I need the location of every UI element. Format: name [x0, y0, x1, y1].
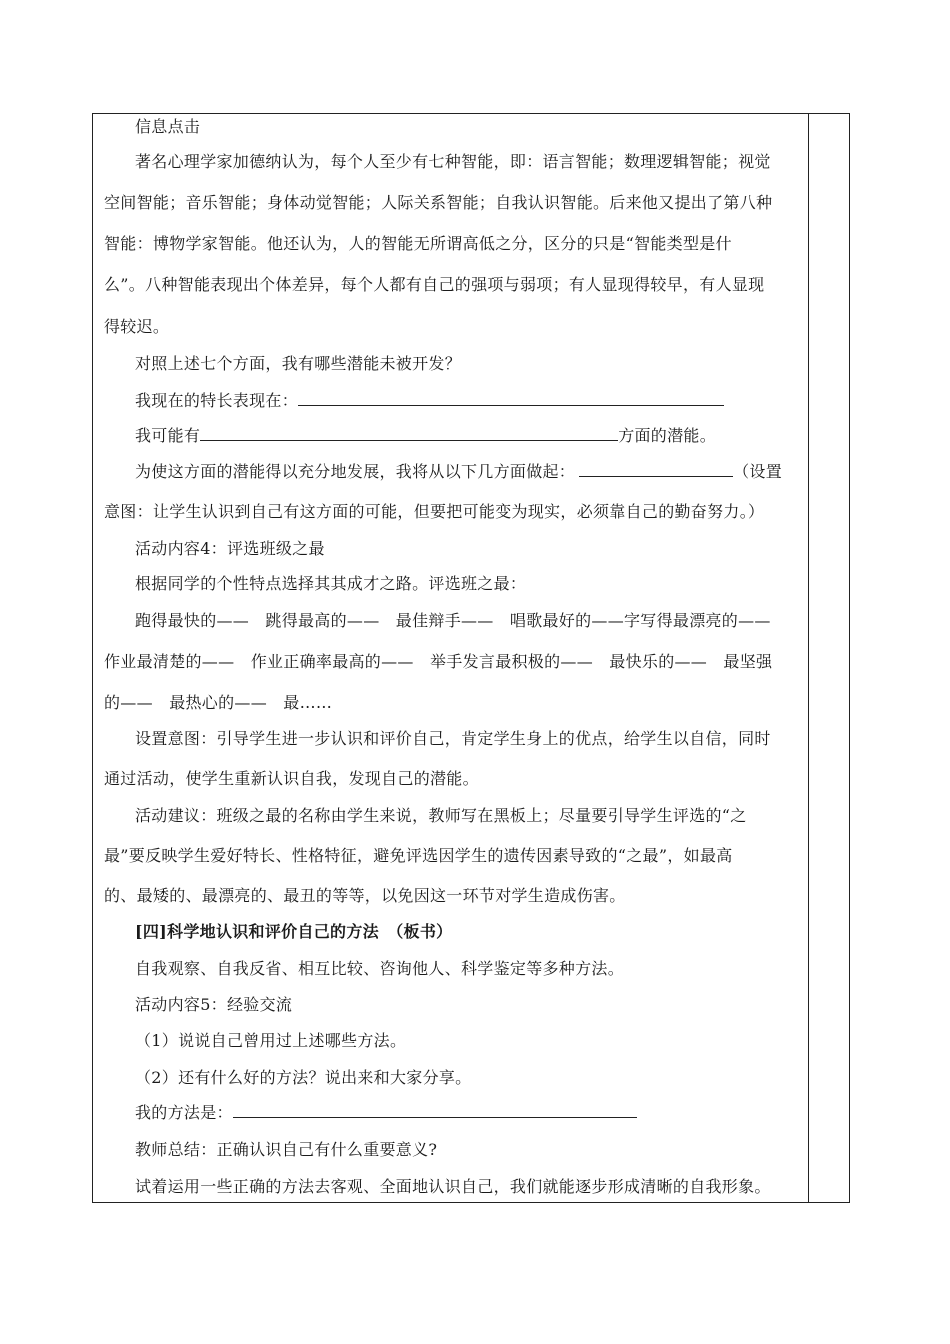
award-list-line: 作业最清楚的—— 作业正确率最高的—— 举手发言最积极的—— 最快乐的—— 最坚强 — [104, 652, 773, 671]
section-heading-board: [四]科学地认识和评价自己的方法 （板书） — [135, 922, 453, 941]
fill-label: 我的方法是： — [135, 1103, 233, 1122]
paragraph-line: 通过活动，使学生重新认识自我，发现自己的潜能。 — [104, 769, 479, 788]
paragraph-line: 么”。八种智能表现出个体差异，每个人都有自己的强项与弱项；有人显现得较早，有人显现 — [104, 275, 765, 294]
paragraph-line: 意图：让学生认识到自己有这方面的可能，但要把可能变为现实，必须靠自己的勤奋努力。） — [104, 502, 765, 521]
section-heading-info: 信息点击 — [135, 117, 201, 136]
fill-in-plan — [104, 462, 790, 482]
paragraph-line: 得较迟。 — [104, 317, 170, 336]
question-line: （2）还有什么好的方法？说出来和大家分享。 — [135, 1068, 472, 1087]
fill-label: 我现在的特长表现在： — [135, 391, 299, 410]
paragraph-line: 著名心理学家加德纳认为，每个人至少有七种智能，即：语言智能；数理逻辑智能；视觉 — [135, 152, 771, 171]
answer-blank[interactable] — [298, 391, 724, 406]
fill-in-potential — [104, 426, 790, 446]
paragraph-line: 活动建议：班级之最的名称由学生来说，教师写在黑板上；尽量要引导学生评选的“之 — [135, 806, 747, 825]
fill-suffix: （设置 — [733, 462, 783, 481]
table-column-divider — [808, 113, 809, 1203]
fill-in-method — [104, 1103, 790, 1123]
paragraph-line: 的、最矮的、最漂亮的、最丑的等等，以免因这一环节对学生造成伤害。 — [104, 886, 626, 905]
answer-blank[interactable] — [200, 426, 618, 441]
award-list-line: 的—— 最热心的—— 最…… — [104, 693, 333, 712]
paragraph-line: 教师总结：正确认识自己有什么重要意义? — [135, 1140, 438, 1159]
fill-suffix: 方面的潜能。 — [618, 426, 717, 445]
paragraph-line: 最”要反映学生爱好特长、性格特征，避免评选因学生的遗传因素导致的“之最”，如最高 — [104, 846, 733, 865]
fill-label: 为使这方面的潜能得以充分地发展，我将从以下几方面做起： — [135, 462, 576, 481]
question-line: （1）说说自己曾用过上述哪些方法。 — [135, 1031, 407, 1050]
answer-blank[interactable] — [233, 1103, 637, 1118]
paragraph-line: 试着运用一些正确的方法去客观、全面地认识自己，我们就能逐步形成清晰的自我形象。 — [135, 1177, 771, 1196]
paragraph-line: 空间智能；音乐智能；身体动觉智能；人际关系智能；自我认识智能。后来他又提出了第八种 — [104, 193, 773, 212]
question-line: 对照上述七个方面，我有哪些潜能未被开发？ — [135, 354, 462, 373]
activity-heading: 活动内容4：评选班级之最 — [135, 539, 325, 558]
paragraph-line: 自我观察、自我反省、相互比较、咨询他人、科学鉴定等多种方法。 — [135, 959, 625, 978]
answer-blank[interactable] — [579, 462, 733, 477]
paragraph-line: 设置意图：引导学生进一步认识和评价自己，肯定学生身上的优点，给学生以自信，同时 — [135, 729, 771, 748]
paragraph-line: 根据同学的个性特点选择其其成才之路。评选班之最： — [135, 574, 527, 593]
paragraph-line: 智能：博物学家智能。他还认为，人的智能无所谓高低之分，区分的只是“智能类型是什 — [104, 234, 732, 253]
fill-in-specialty — [104, 391, 790, 411]
activity-heading: 活动内容5：经验交流 — [135, 995, 293, 1014]
award-list-line: 跑得最快的—— 跳得最高的—— 最佳辩手—— 唱歌最好的——字写得最漂亮的—— — [135, 611, 771, 630]
fill-label: 我可能有 — [135, 426, 201, 445]
